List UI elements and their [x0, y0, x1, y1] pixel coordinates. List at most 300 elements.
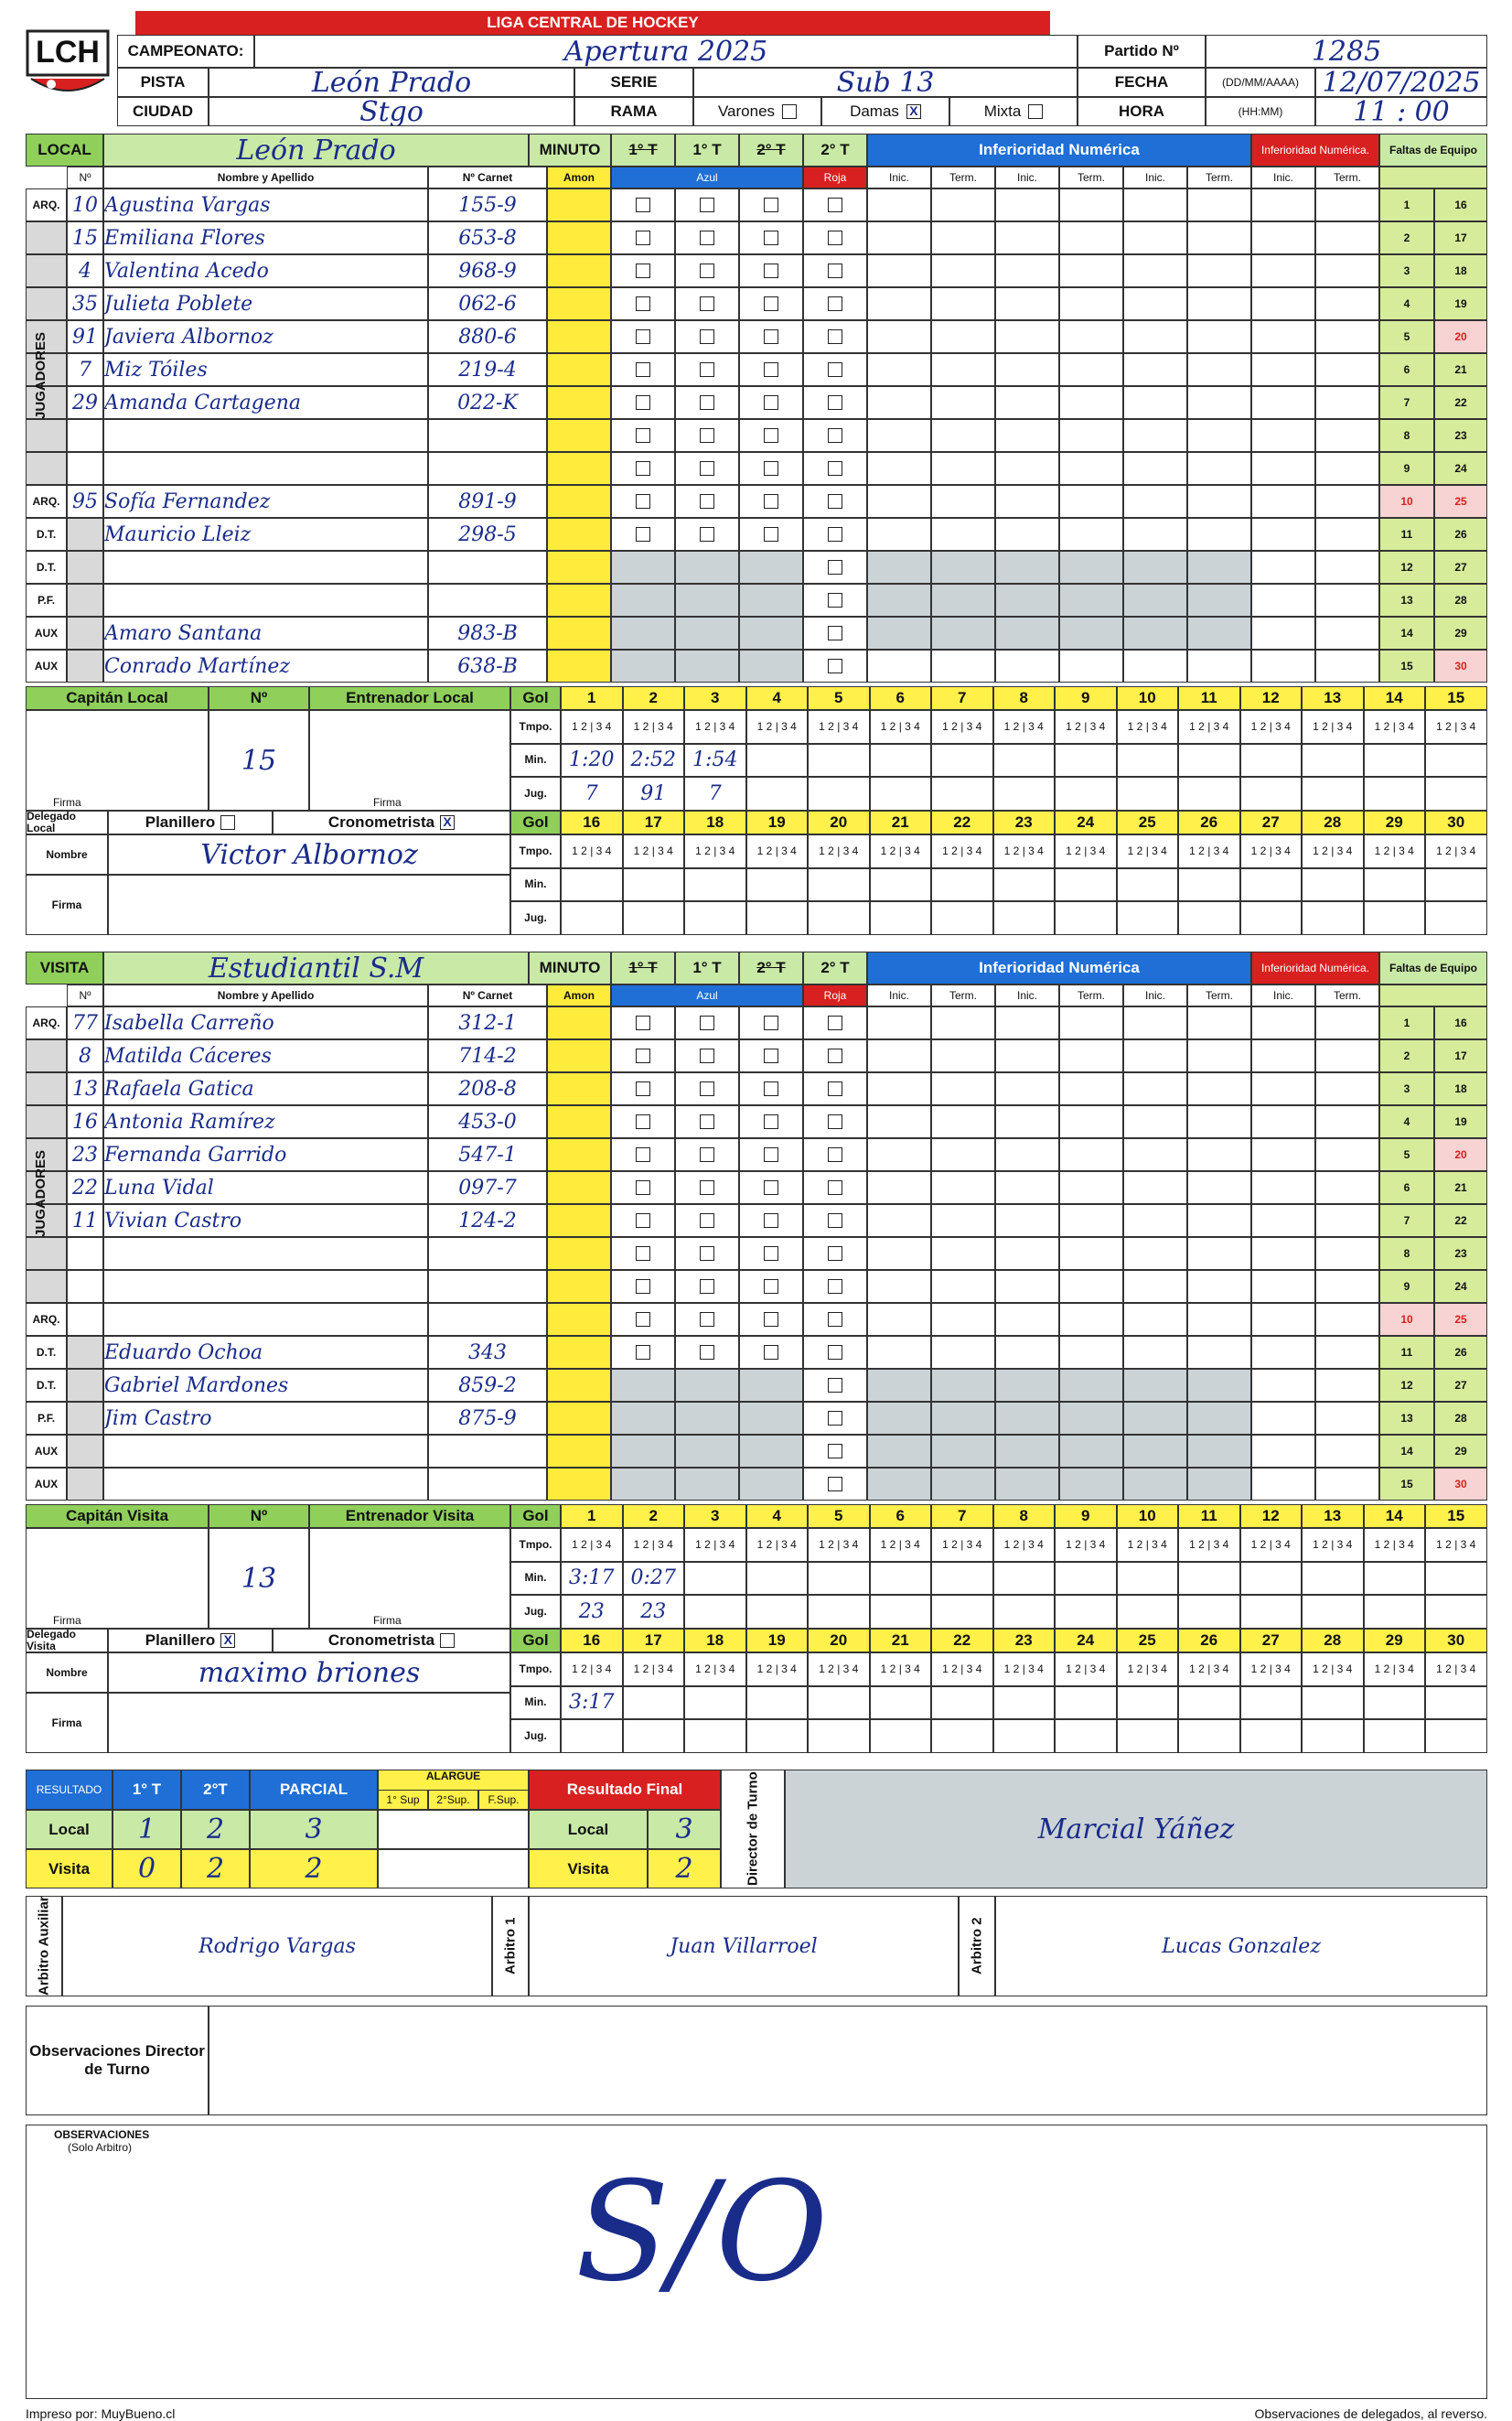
visita-card-checkbox[interactable]: [764, 1114, 778, 1129]
visita-goal2-min-cell[interactable]: [1178, 1686, 1240, 1720]
visita-player-amon[interactable]: [547, 1402, 611, 1435]
local-player-no[interactable]: 10: [67, 188, 103, 221]
local-card-checkbox[interactable]: [700, 494, 714, 509]
visita-foul-left[interactable]: 3: [1379, 1072, 1434, 1105]
local-player-amon[interactable]: [547, 221, 611, 254]
visita-foul-right[interactable]: 26: [1434, 1336, 1487, 1369]
local-foul-left[interactable]: 7: [1379, 386, 1434, 419]
visita-goal-tmpo-cell[interactable]: 1 2 | 3 4: [808, 1528, 870, 1562]
visita-goal-min-cell[interactable]: [1178, 1562, 1240, 1596]
visita-card-checkbox[interactable]: [764, 1081, 778, 1096]
local-foul-left[interactable]: 6: [1379, 353, 1434, 386]
visita-card-checkbox[interactable]: [828, 1180, 842, 1195]
local-card-checkbox[interactable]: [700, 527, 714, 542]
local-goal-tmpo-cell[interactable]: 1 2 | 3 4: [993, 710, 1056, 744]
visita-goal-jug-cell[interactable]: [746, 1595, 809, 1629]
visita-foul-left[interactable]: 5: [1379, 1138, 1434, 1171]
local-goal-min-cell[interactable]: 1:20: [561, 744, 623, 778]
ciudad-value[interactable]: Stgo: [209, 97, 574, 126]
local-planillero-checkbox[interactable]: [220, 815, 235, 830]
visita-player-name[interactable]: Antonia Ramírez: [103, 1105, 428, 1138]
visita-card-checkbox[interactable]: [764, 1213, 778, 1228]
visita-foul-left[interactable]: 10: [1379, 1303, 1434, 1336]
local-card-checkbox[interactable]: [764, 231, 778, 245]
visita-foul-right[interactable]: 20: [1434, 1138, 1487, 1171]
local-player-amon[interactable]: [547, 353, 611, 386]
visita-goal-min-cell[interactable]: [1240, 1562, 1303, 1596]
local-goal2-jug-cell[interactable]: [931, 901, 993, 935]
local-goal-min-cell[interactable]: [1302, 744, 1364, 778]
visita-goal2-min-cell[interactable]: [684, 1686, 746, 1720]
visita-goal-tmpo-cell[interactable]: 1 2 | 3 4: [870, 1528, 932, 1562]
local-goal2-jug-cell[interactable]: [561, 901, 623, 935]
local-player-carnet[interactable]: 022-K: [428, 386, 547, 419]
fecha-value[interactable]: 12/07/2025: [1315, 68, 1487, 97]
local-goal-min-cell[interactable]: [808, 744, 870, 778]
observaciones-director-text[interactable]: [209, 2006, 1487, 2115]
visita-goal2-jug-cell[interactable]: [808, 1719, 870, 1753]
local-player-name[interactable]: Valentina Acedo: [103, 254, 428, 287]
visita-card-checkbox[interactable]: [636, 1246, 650, 1261]
local-card-checkbox[interactable]: [700, 296, 714, 311]
local-player-no[interactable]: 29: [67, 386, 103, 419]
local-card-checkbox[interactable]: [828, 560, 842, 575]
visita-goal-tmpo-cell[interactable]: 1 2 | 3 4: [931, 1528, 993, 1562]
local-goal2-jug-cell[interactable]: [870, 901, 932, 935]
visita-card-checkbox[interactable]: [828, 1114, 842, 1129]
local-card-checkbox[interactable]: [636, 395, 650, 410]
local-card-checkbox[interactable]: [828, 362, 842, 377]
visita-foul-left[interactable]: 13: [1379, 1402, 1434, 1435]
visita-foul-left[interactable]: 7: [1379, 1204, 1434, 1237]
local-goal-min-cell[interactable]: [1117, 744, 1179, 778]
visita-card-checkbox[interactable]: [828, 1246, 842, 1261]
local-foul-left[interactable]: 3: [1379, 254, 1434, 287]
local-goal2-jug-cell[interactable]: [1117, 901, 1179, 935]
arbitro2-name[interactable]: Lucas Gonzalez: [995, 1896, 1487, 1996]
local-goal-jug-cell[interactable]: [1364, 777, 1426, 811]
local-player-name[interactable]: Miz Tóiles: [103, 353, 428, 386]
pista-value[interactable]: León Prado: [209, 68, 574, 97]
visita-player-name[interactable]: Vivian Castro: [103, 1204, 428, 1237]
visita-card-checkbox[interactable]: [828, 1345, 842, 1360]
visita-player-carnet[interactable]: [428, 1468, 547, 1501]
local-player-amon[interactable]: [547, 551, 611, 584]
visita-foul-right[interactable]: 22: [1434, 1204, 1487, 1237]
final-local[interactable]: 3: [648, 1810, 721, 1849]
visita-player-carnet[interactable]: 453-0: [428, 1105, 547, 1138]
local-player-carnet[interactable]: 880-6: [428, 320, 547, 353]
local-card-checkbox[interactable]: [700, 264, 714, 278]
local-player-carnet[interactable]: [428, 452, 547, 485]
local-goal2-min-cell[interactable]: [746, 868, 809, 902]
local-goal-min-cell[interactable]: [870, 744, 932, 778]
visita-goal-min-cell[interactable]: [1055, 1562, 1117, 1596]
visita-player-amon[interactable]: [547, 1270, 611, 1303]
local-player-name[interactable]: [103, 419, 428, 452]
visita-player-no[interactable]: [67, 1435, 103, 1468]
local-goal2-jug-cell[interactable]: [746, 901, 809, 935]
local-player-carnet[interactable]: [428, 584, 547, 617]
local-goal-tmpo-cell[interactable]: 1 2 | 3 4: [1364, 710, 1426, 744]
visita-goal-jug-cell[interactable]: 23: [561, 1595, 623, 1629]
local-card-checkbox[interactable]: [828, 494, 842, 509]
visita-goal2-tmpo-cell[interactable]: 1 2 | 3 4: [684, 1652, 746, 1686]
local-player-name[interactable]: [103, 551, 428, 584]
visita-card-checkbox[interactable]: [636, 1279, 650, 1294]
visita-player-no[interactable]: 23: [67, 1138, 103, 1171]
visita-goal-tmpo-cell[interactable]: 1 2 | 3 4: [1302, 1528, 1364, 1562]
local-card-checkbox[interactable]: [828, 593, 842, 608]
visita-goal-jug-cell[interactable]: [931, 1595, 993, 1629]
visita-goal-tmpo-cell[interactable]: 1 2 | 3 4: [684, 1528, 746, 1562]
local-foul-left[interactable]: 9: [1379, 452, 1434, 485]
visita-foul-right[interactable]: 25: [1434, 1303, 1487, 1336]
local-player-no[interactable]: 4: [67, 254, 103, 287]
local-player-no[interactable]: 7: [67, 353, 103, 386]
local-foul-left[interactable]: 2: [1379, 221, 1434, 254]
visita-goal2-min-cell[interactable]: [1240, 1686, 1303, 1720]
local-goal2-jug-cell[interactable]: [623, 901, 685, 935]
local-goal-jug-cell[interactable]: [1117, 777, 1179, 811]
local-card-checkbox[interactable]: [636, 231, 650, 245]
visita-goal-min-cell[interactable]: [746, 1562, 809, 1596]
local-goal-jug-cell[interactable]: 7: [684, 777, 746, 811]
visita-card-checkbox[interactable]: [636, 1016, 650, 1030]
visita-card-checkbox[interactable]: [700, 1213, 714, 1228]
local-goal2-tmpo-cell[interactable]: 1 2 | 3 4: [1425, 834, 1487, 868]
local-player-amon[interactable]: [547, 188, 611, 221]
local-goal2-min-cell[interactable]: [931, 868, 993, 902]
local-goal-min-cell[interactable]: [931, 744, 993, 778]
observaciones-arbitro-box[interactable]: [26, 2125, 1487, 2399]
visita-player-carnet[interactable]: 312-1: [428, 1006, 547, 1039]
visita-card-checkbox[interactable]: [636, 1081, 650, 1096]
local-foul-left[interactable]: 8: [1379, 419, 1434, 452]
visita-card-checkbox[interactable]: [828, 1411, 842, 1426]
visita-card-checkbox[interactable]: [636, 1213, 650, 1228]
visita-goal-tmpo-cell[interactable]: 1 2 | 3 4: [1117, 1528, 1179, 1562]
local-player-name[interactable]: Emiliana Flores: [103, 221, 428, 254]
local-player-name[interactable]: Mauricio Lleiz: [103, 518, 428, 551]
visita-goal-tmpo-cell[interactable]: 1 2 | 3 4: [1240, 1528, 1303, 1562]
visita-foul-left[interactable]: 2: [1379, 1039, 1434, 1072]
local-goal-min-cell[interactable]: [1364, 744, 1426, 778]
local-goal2-tmpo-cell[interactable]: 1 2 | 3 4: [684, 834, 746, 868]
championship-value[interactable]: Apertura 2025: [254, 35, 1078, 68]
visita-goal2-tmpo-cell[interactable]: 1 2 | 3 4: [931, 1652, 993, 1686]
visita-goal2-min-cell[interactable]: [993, 1686, 1056, 1720]
local-goal-min-cell[interactable]: [1240, 744, 1303, 778]
local-card-checkbox[interactable]: [764, 494, 778, 509]
local-goal2-tmpo-cell[interactable]: 1 2 | 3 4: [561, 834, 623, 868]
visita-team-name[interactable]: Estudiantil S.M: [103, 952, 529, 985]
local-goal2-tmpo-cell[interactable]: 1 2 | 3 4: [931, 834, 993, 868]
local-foul-right[interactable]: 28: [1434, 584, 1487, 617]
visita-card-checkbox[interactable]: [700, 1114, 714, 1129]
match-no-value[interactable]: 1285: [1206, 35, 1487, 68]
visita-goal2-jug-cell[interactable]: [684, 1719, 746, 1753]
local-player-no[interactable]: 35: [67, 287, 103, 320]
local-goal-tmpo-cell[interactable]: 1 2 | 3 4: [1117, 710, 1179, 744]
visita-player-amon[interactable]: [547, 1369, 611, 1402]
visita-player-amon[interactable]: [547, 1039, 611, 1072]
visita-card-checkbox[interactable]: [764, 1049, 778, 1063]
local-card-checkbox[interactable]: [828, 231, 842, 245]
visita-goal2-jug-cell[interactable]: [561, 1719, 623, 1753]
visita-player-name[interactable]: Rafaela Gatica: [103, 1072, 428, 1105]
visita-goal2-tmpo-cell[interactable]: 1 2 | 3 4: [623, 1652, 685, 1686]
visita-goal-tmpo-cell[interactable]: 1 2 | 3 4: [1178, 1528, 1240, 1562]
local-card-checkbox[interactable]: [764, 362, 778, 377]
local-foul-right[interactable]: 20: [1434, 320, 1487, 353]
visita-goal2-jug-cell[interactable]: [1364, 1719, 1426, 1753]
visita-player-no[interactable]: [67, 1402, 103, 1435]
visita-foul-right[interactable]: 28: [1434, 1402, 1487, 1435]
visita-player-no[interactable]: [67, 1237, 103, 1270]
visita-player-name[interactable]: Jim Castro: [103, 1402, 428, 1435]
local-goal2-tmpo-cell[interactable]: 1 2 | 3 4: [870, 834, 932, 868]
visita-goal2-tmpo-cell[interactable]: 1 2 | 3 4: [1364, 1652, 1426, 1686]
local-goal-tmpo-cell[interactable]: 1 2 | 3 4: [870, 710, 932, 744]
arbitro-aux-name[interactable]: Rodrigo Vargas: [62, 1896, 492, 1996]
local-player-carnet[interactable]: 155-9: [428, 188, 547, 221]
visita-goal-jug-cell[interactable]: 23: [623, 1595, 685, 1629]
visita-player-amon[interactable]: [547, 1435, 611, 1468]
visita-goal2-tmpo-cell[interactable]: 1 2 | 3 4: [1302, 1652, 1364, 1686]
visita-goal-tmpo-cell[interactable]: 1 2 | 3 4: [1055, 1528, 1117, 1562]
visita-goal-min-cell[interactable]: [993, 1562, 1056, 1596]
visita-player-name[interactable]: [103, 1435, 428, 1468]
visita-goal2-min-cell[interactable]: [1425, 1686, 1487, 1720]
visita-goal-min-cell[interactable]: 3:17: [561, 1562, 623, 1596]
visita-foul-right[interactable]: 18: [1434, 1072, 1487, 1105]
local-foul-left[interactable]: 4: [1379, 287, 1434, 320]
local-goal-tmpo-cell[interactable]: 1 2 | 3 4: [1055, 710, 1117, 744]
visita-goal2-jug-cell[interactable]: [1178, 1719, 1240, 1753]
local-goal-jug-cell[interactable]: [746, 777, 809, 811]
visita-player-name[interactable]: [103, 1237, 428, 1270]
local-card-checkbox[interactable]: [700, 395, 714, 410]
local-player-name[interactable]: [103, 584, 428, 617]
visita-goal2-tmpo-cell[interactable]: 1 2 | 3 4: [808, 1652, 870, 1686]
local-card-checkbox[interactable]: [828, 461, 842, 476]
visita-player-no[interactable]: [67, 1336, 103, 1369]
visita-goal2-jug-cell[interactable]: [870, 1719, 932, 1753]
visita-goal-jug-cell[interactable]: [870, 1595, 932, 1629]
local-goal-tmpo-cell[interactable]: 1 2 | 3 4: [1425, 710, 1487, 744]
local-card-checkbox[interactable]: [764, 461, 778, 476]
local-card-checkbox[interactable]: [636, 264, 650, 278]
arbitro1-name[interactable]: Juan Villarroel: [529, 1896, 959, 1996]
visita-goal2-tmpo-cell[interactable]: 1 2 | 3 4: [1425, 1652, 1487, 1686]
local-foul-right[interactable]: 16: [1434, 188, 1487, 221]
visita-player-carnet[interactable]: [428, 1435, 547, 1468]
local-team-name[interactable]: León Prado: [103, 134, 529, 167]
local-card-checkbox[interactable]: [636, 198, 650, 212]
local-player-carnet[interactable]: 983-B: [428, 617, 547, 650]
local-card-checkbox[interactable]: [764, 296, 778, 311]
local-card-checkbox[interactable]: [636, 296, 650, 311]
local-goal2-jug-cell[interactable]: [808, 901, 870, 935]
visita-goal2-min-cell[interactable]: [870, 1686, 932, 1720]
visita-card-checkbox[interactable]: [828, 1312, 842, 1327]
local-player-name[interactable]: Julieta Poblete: [103, 287, 428, 320]
visita-goal2-tmpo-cell[interactable]: 1 2 | 3 4: [1117, 1652, 1179, 1686]
visita-parcial[interactable]: 2: [250, 1849, 378, 1888]
local-foul-left[interactable]: 12: [1379, 551, 1434, 584]
visita-goal2-tmpo-cell[interactable]: 1 2 | 3 4: [746, 1652, 809, 1686]
visita-captain-no[interactable]: 13: [209, 1528, 309, 1629]
visita-goal-tmpo-cell[interactable]: 1 2 | 3 4: [993, 1528, 1056, 1562]
local-card-checkbox[interactable]: [828, 264, 842, 278]
local-captain-no[interactable]: 15: [209, 710, 309, 811]
visita-goal2-tmpo-cell[interactable]: 1 2 | 3 4: [870, 1652, 932, 1686]
visita-card-checkbox[interactable]: [828, 1049, 842, 1063]
local-goal-jug-cell[interactable]: [870, 777, 932, 811]
local-foul-left[interactable]: 13: [1379, 584, 1434, 617]
local-card-checkbox[interactable]: [828, 198, 842, 212]
local-player-amon[interactable]: [547, 452, 611, 485]
local-foul-left[interactable]: 10: [1379, 485, 1434, 518]
local-goal-min-cell[interactable]: [993, 744, 1056, 778]
local-card-checkbox[interactable]: [828, 395, 842, 410]
local-player-amon[interactable]: [547, 287, 611, 320]
local-goal2-min-cell[interactable]: [1364, 868, 1426, 902]
visita-goal-min-cell[interactable]: [1364, 1562, 1426, 1596]
visita-card-checkbox[interactable]: [636, 1180, 650, 1195]
local-goal-jug-cell[interactable]: [808, 777, 870, 811]
visita-card-checkbox[interactable]: [700, 1246, 714, 1261]
visita-goal2-jug-cell[interactable]: [931, 1719, 993, 1753]
local-goal2-tmpo-cell[interactable]: 1 2 | 3 4: [1240, 834, 1303, 868]
local-foul-right[interactable]: 27: [1434, 551, 1487, 584]
local-delegado-name[interactable]: Victor Albornoz: [108, 834, 510, 875]
local-goal2-min-cell[interactable]: [808, 868, 870, 902]
visita-goal2-tmpo-cell[interactable]: 1 2 | 3 4: [1055, 1652, 1117, 1686]
visita-foul-right[interactable]: 27: [1434, 1369, 1487, 1402]
local-goal2-jug-cell[interactable]: [1240, 901, 1303, 935]
local-player-carnet[interactable]: 891-9: [428, 485, 547, 518]
visita-card-checkbox[interactable]: [636, 1147, 650, 1162]
visita-player-name[interactable]: Matilda Cáceres: [103, 1039, 428, 1072]
visita-card-checkbox[interactable]: [828, 1378, 842, 1393]
visita-player-amon[interactable]: [547, 1237, 611, 1270]
local-player-carnet[interactable]: [428, 419, 547, 452]
visita-goal-jug-cell[interactable]: [1364, 1595, 1426, 1629]
local-player-no[interactable]: [67, 452, 103, 485]
local-player-amon[interactable]: [547, 617, 611, 650]
visita-goal2-jug-cell[interactable]: [1302, 1719, 1364, 1753]
visita-goal-jug-cell[interactable]: [684, 1595, 746, 1629]
final-visita[interactable]: 2: [648, 1849, 721, 1888]
local-goal-jug-cell[interactable]: 7: [561, 777, 623, 811]
local-player-amon[interactable]: [547, 650, 611, 683]
visita-card-checkbox[interactable]: [700, 1312, 714, 1327]
local-goal-min-cell[interactable]: [746, 744, 809, 778]
visita-foul-right[interactable]: 29: [1434, 1435, 1487, 1468]
visita-goal-tmpo-cell[interactable]: 1 2 | 3 4: [623, 1528, 685, 1562]
visita-foul-left[interactable]: 4: [1379, 1105, 1434, 1138]
local-foul-right[interactable]: 29: [1434, 617, 1487, 650]
local-goal2-jug-cell[interactable]: [1302, 901, 1364, 935]
visita-player-amon[interactable]: [547, 1138, 611, 1171]
visita-goal-jug-cell[interactable]: [1425, 1595, 1487, 1629]
visita-goal2-min-cell[interactable]: [1364, 1686, 1426, 1720]
visita-cronometrista-checkbox[interactable]: [440, 1633, 455, 1648]
visita-player-carnet[interactable]: 714-2: [428, 1039, 547, 1072]
visita-goal2-min-cell[interactable]: [1055, 1686, 1117, 1720]
visita-card-checkbox[interactable]: [636, 1049, 650, 1063]
visita-player-carnet[interactable]: [428, 1237, 547, 1270]
local-card-checkbox[interactable]: [764, 329, 778, 344]
local-card-checkbox[interactable]: [764, 395, 778, 410]
visita-foul-right[interactable]: 23: [1434, 1237, 1487, 1270]
local-goal-min-cell[interactable]: [1178, 744, 1240, 778]
local-card-checkbox[interactable]: [828, 428, 842, 443]
visita-card-checkbox[interactable]: [828, 1477, 842, 1491]
local-card-checkbox[interactable]: [700, 329, 714, 344]
local-goal2-min-cell[interactable]: [684, 868, 746, 902]
visita-player-carnet[interactable]: [428, 1303, 547, 1336]
visita-player-no[interactable]: 13: [67, 1072, 103, 1105]
local-card-checkbox[interactable]: [636, 362, 650, 377]
local-goal2-tmpo-cell[interactable]: 1 2 | 3 4: [1117, 834, 1179, 868]
visita-card-checkbox[interactable]: [636, 1312, 650, 1327]
local-player-amon[interactable]: [547, 254, 611, 287]
local-goal-jug-cell[interactable]: [1055, 777, 1117, 811]
local-foul-left[interactable]: 5: [1379, 320, 1434, 353]
visita-player-carnet[interactable]: 859-2: [428, 1369, 547, 1402]
visita-player-amon[interactable]: [547, 1072, 611, 1105]
local-goal2-jug-cell[interactable]: [684, 901, 746, 935]
local-goal-tmpo-cell[interactable]: 1 2 | 3 4: [1240, 710, 1303, 744]
local-foul-right[interactable]: 26: [1434, 518, 1487, 551]
local-goal-tmpo-cell[interactable]: 1 2 | 3 4: [561, 710, 623, 744]
visita-foul-right[interactable]: 21: [1434, 1171, 1487, 1204]
local-card-checkbox[interactable]: [700, 428, 714, 443]
local-goal-tmpo-cell[interactable]: 1 2 | 3 4: [1178, 710, 1240, 744]
visita-foul-left[interactable]: 14: [1379, 1435, 1434, 1468]
visita-card-checkbox[interactable]: [636, 1345, 650, 1360]
visita-player-amon[interactable]: [547, 1468, 611, 1501]
local-goal-tmpo-cell[interactable]: 1 2 | 3 4: [746, 710, 809, 744]
visita-player-no[interactable]: [67, 1369, 103, 1402]
local-card-checkbox[interactable]: [764, 264, 778, 278]
visita-foul-right[interactable]: 24: [1434, 1270, 1487, 1303]
local-player-no[interactable]: [67, 518, 103, 551]
visita-foul-left[interactable]: 12: [1379, 1369, 1434, 1402]
local-foul-left[interactable]: 15: [1379, 650, 1434, 683]
local-goal2-tmpo-cell[interactable]: 1 2 | 3 4: [993, 834, 1056, 868]
local-player-name[interactable]: [103, 452, 428, 485]
visita-player-name[interactable]: Isabella Carreño: [103, 1006, 428, 1039]
local-goal-tmpo-cell[interactable]: 1 2 | 3 4: [931, 710, 993, 744]
visita-goal-jug-cell[interactable]: [808, 1595, 870, 1629]
local-player-no[interactable]: [67, 584, 103, 617]
visita-goal-min-cell[interactable]: [684, 1562, 746, 1596]
visita-planillero-checkbox[interactable]: X: [220, 1633, 235, 1648]
local-goal2-min-cell[interactable]: [1240, 868, 1303, 902]
visita-goal2-min-cell[interactable]: [1117, 1686, 1179, 1720]
local-goal-jug-cell[interactable]: [1240, 777, 1303, 811]
local-player-amon[interactable]: [547, 386, 611, 419]
varones-checkbox[interactable]: [782, 104, 797, 119]
visita-foul-left[interactable]: 15: [1379, 1468, 1434, 1501]
visita-foul-left[interactable]: 8: [1379, 1237, 1434, 1270]
visita-player-name[interactable]: [103, 1303, 428, 1336]
local-goal-tmpo-cell[interactable]: 1 2 | 3 4: [1302, 710, 1364, 744]
